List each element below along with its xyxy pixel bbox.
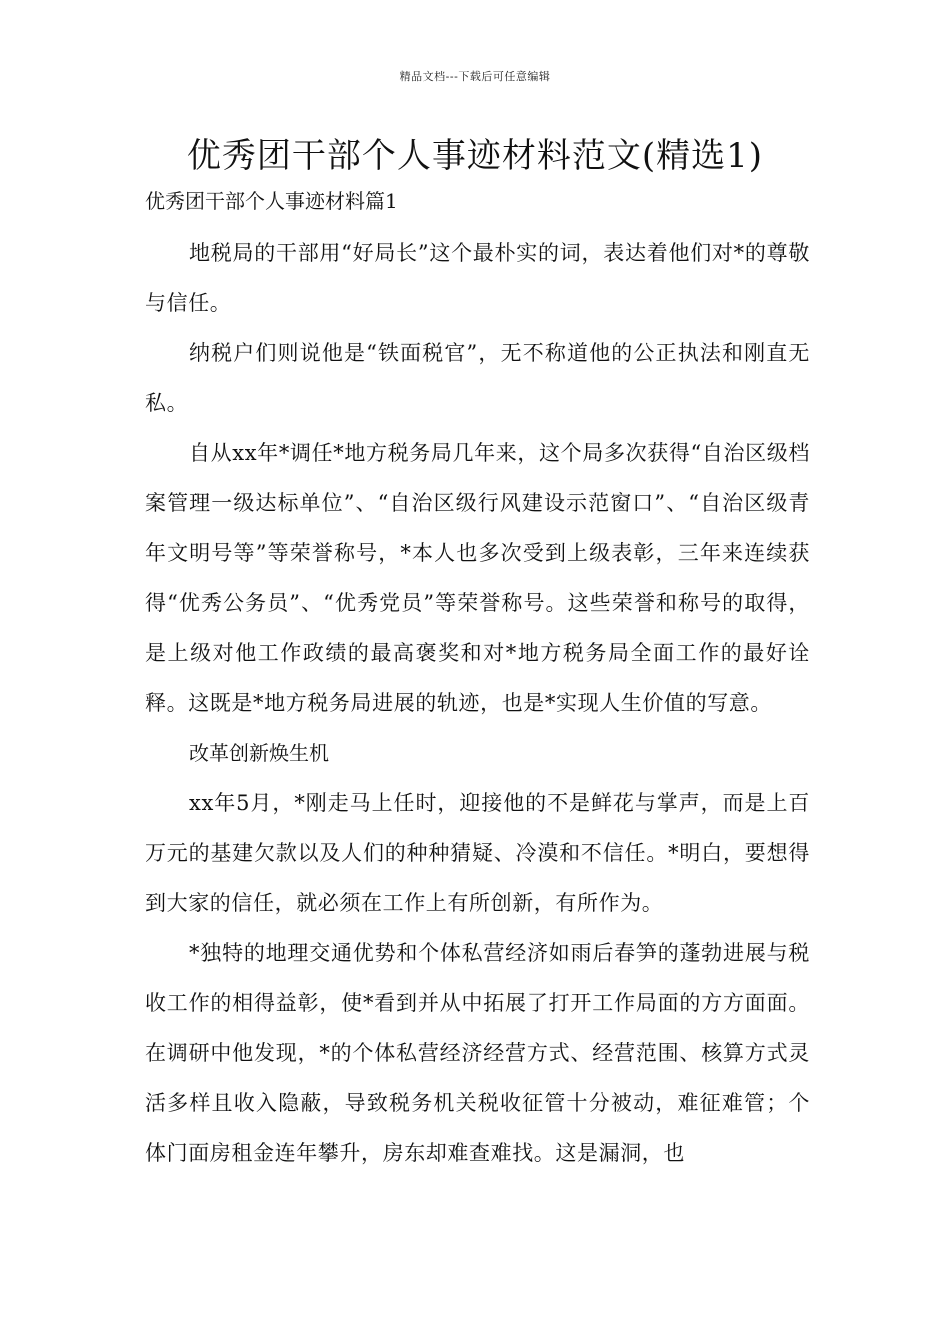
paragraph: 自从xx年*调任*地方税务局几年来，这个局多次获得“自治区级档案管理一级达标单位”、“自治区级行风建设示范窗口”、“自治区级青年文明号等”等荣誉称号，*本人也多次受到上级表彰，三年来连续获得“优秀公务员”、“优秀党员”等荣誉称号。这些荣誉和称号的取得，是上级对他工作政绩的最高褒奖和对*地方税务局全面工作的最好诠释。这既是*地方税务局进展的轨迹，也是*实现人生价值的写意。: [145, 441, 810, 715]
paragraph: xx年5月，*刚走马上任时，迎接他的不是鲜花与掌声，而是上百万元的基建欠款以及人们的种种猜疑、冷漠和不信任。*明白，要想得到大家的信任，就必须在工作上有所创新，有所作为。: [145, 791, 810, 915]
section-heading: 改革创新焕生机: [189, 741, 329, 765]
document-body: [145, 180, 810, 1178]
paragraph: 地税局的干部用“好局长”这个最朴实的词，表达着他们对*的尊敬与信任。: [145, 241, 810, 315]
article-subheading: 优秀团干部个人事迹材料篇1: [145, 189, 398, 213]
document-title: 优秀团干部个人事迹材料范文(精选1): [186, 136, 764, 176]
header-note: 精品文档---下载后可任意编辑: [399, 70, 551, 83]
paragraph: *独特的地理交通优势和个体私营经济如雨后春笋的蓬勃进展与税收工作的相得益彰，使*看到并从中拓展了打开工作局面的方方面面。在调研中他发现，*的个体私营经济经营方式、经营范围、核算方式灵活多样且收入隐蔽，导致税务机关税收征管十分被动，难征难管；个体门面房租金连年攀升，房东却难查难找。这是漏洞，也: [145, 941, 810, 1165]
paragraph: 纳税户们则说他是“铁面税官”，无不称道他的公正执法和刚直无私。: [145, 341, 810, 415]
